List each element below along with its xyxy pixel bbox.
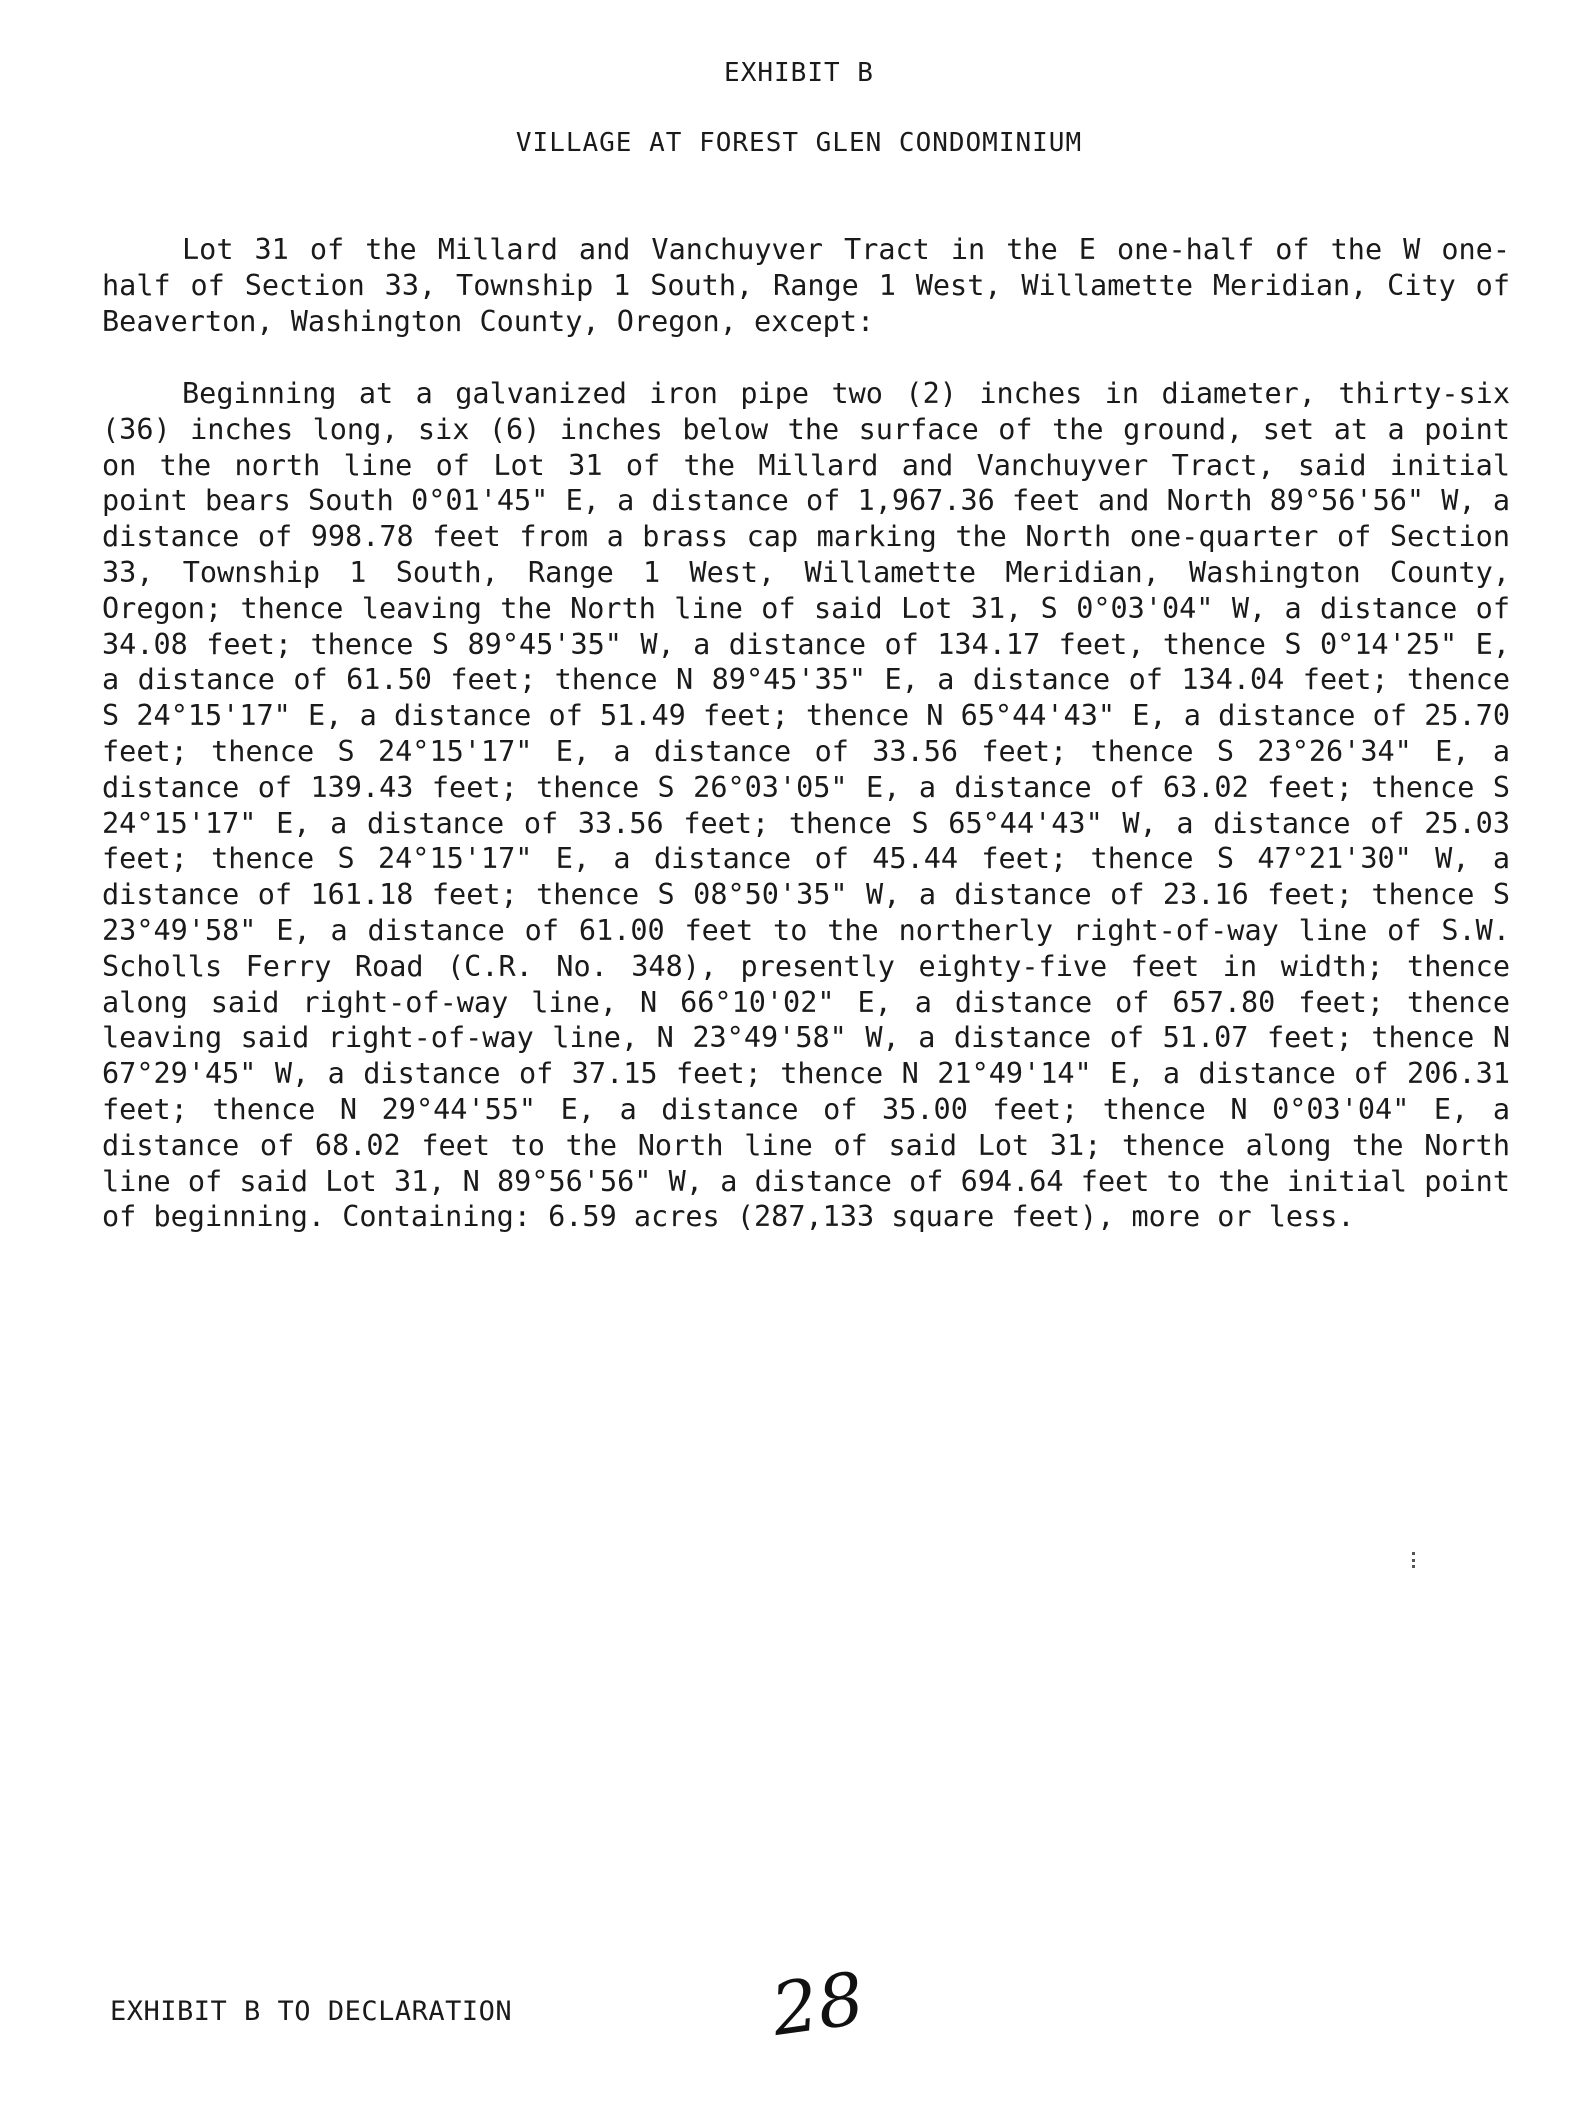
exhibit-heading: EXHIBIT B — [724, 58, 874, 88]
lot-description-paragraph: Lot 31 of the Millard and Vanchuyver Tract in the E one-half of the W one-half of Section 33, Township 1 South, Range 1 West, Willamette Meridian, City of Beaverton, Washington County, Oregon, except: — [102, 233, 1510, 338]
footer-label: EXHIBIT B TO DECLARATION — [110, 1996, 513, 2027]
metes-and-bounds-paragraph: Beginning at a galvanized iron pipe two (2) inches in diameter, thirty-six (36) inches long, six (6) inches below the surface of the ground, set at a point on the north line of Lot 31 of the Millard and Vanchuyver Tract, said initial point bears South 0°01'45" E, a distance of 1,967.36 feet and North 89°56'56" W, a distance of 998.78 feet from a brass cap marking the North one-quarter of Section 33, Township 1 South, Range 1 West, Willamette Meridian, Washington County, Oregon; thence leaving the North line of said Lot 31, S 0°03'04" W, a distance of 34.08 feet; thence S 89°45'35" W, a distance of 134.17 feet, thence S 0°14'25" E, a distance of 61.50 feet; thence N 89°45'35" E, a distance of 134.04 feet; thence S 24°15'17" E, a distance of 51.49 feet; thence N 65°44'43" E, a distance of 25.70 feet; thence S 24°15'17" E, a distance of 33.56 feet; thence S 23°26'34" E, a distance of 139.43 feet; thence S 26°03'05" E, a distance of 63.02 feet; thence S 24°15'17" E, a distance of 33.56 feet; thence S 65°44'43" W, a distance of 25.03 feet; thence S 24°15'17" E, a distance of 45.44 feet; thence S 47°21'30" W, a distance of 161.18 feet; thence S 08°50'35" W, a distance of 23.16 feet; thence S 23°49'58" E, a distance of 61.00 feet to the northerly right-of-way line of S.W. Scholls Ferry Road (C.R. No. 348), presently eighty-five feet in width; thence along said right-of-way line, N 66°10'02" E, a distance of 657.80 feet; thence leaving said right-of-way line, N 23°49'58" W, a distance of 51.07 feet; thence N 67°29'45" W, a distance of 37.15 feet; thence N 21°49'14" E, a distance of 206.31 feet; thence N 29°44'55" E, a distance of 35.00 feet; thence N 0°03'04" E, a distance of 68.02 feet to the North line of said Lot 31; thence along the North line of said Lot 31, N 89°56'56" W, a distance of 694.64 feet to the initial point of beginning. Containing: 6.59 acres (287,133 square feet), more or less. — [102, 377, 1510, 1234]
handwritten-page-number: 28 — [766, 1956, 870, 2052]
scan-mark — [1412, 1552, 1419, 1568]
project-title: VILLAGE AT FOREST GLEN CONDOMINIUM — [515, 128, 1083, 158]
